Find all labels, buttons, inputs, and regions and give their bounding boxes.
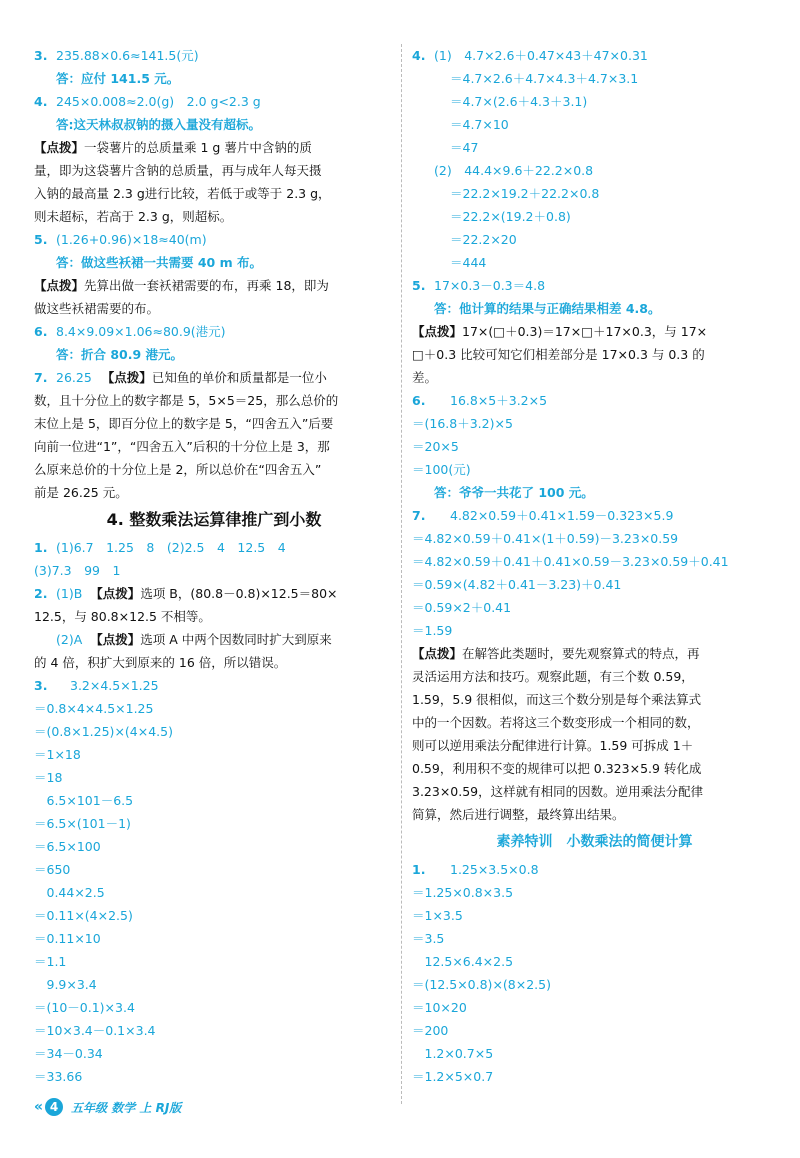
formula-line: [412, 435, 777, 458]
tip-text: 前是 26.25 元。: [34, 485, 128, 500]
formula-text: ＝18: [34, 770, 63, 785]
tip-label: 【点拨】: [101, 370, 152, 385]
formula-text: ＝0.11×10: [34, 931, 101, 946]
formula-line: [34, 904, 394, 927]
tip-text: 则未超标，若高于 2.3 g，则超标。: [34, 209, 233, 224]
answer: 答：做这些袄裙一共需要 40 m 布。: [56, 255, 262, 270]
tip-line: [412, 803, 777, 826]
tip-text: 1.59，5.9 很相似，而这三个数分别是每个乘法算式: [412, 692, 702, 707]
formula-text: ＝100(元): [412, 462, 471, 477]
formula-line: [412, 1042, 777, 1065]
formula-text: ＝33.66: [34, 1069, 83, 1084]
formula-text: ＝1×3.5: [412, 908, 463, 923]
left-column: [34, 44, 394, 1088]
formula-line: [412, 205, 777, 228]
answer: 答：他计算的结果与正确结果相差 4.8。: [434, 301, 661, 316]
tip-line: [34, 159, 394, 182]
formula-line: [34, 835, 394, 858]
formula-line: [412, 573, 777, 596]
tip-text: 先算出做一套袄裙需要的布，再乘 18，即为: [84, 278, 329, 293]
tip-text: 的 4 倍，积扩大到原来的 16 倍，所以错误。: [34, 655, 287, 670]
question-line: [34, 90, 394, 113]
formula-text: ＝22.2×19.2＋22.2×0.8: [450, 186, 600, 201]
formula-text: 12.5×6.4×2.5: [412, 954, 514, 969]
tip-text: 量，即为这袋薯片含钠的总质量，再与成年人每天摄: [34, 163, 322, 178]
tip-text: 3.23×0.59，这样就有相同的因数。逆用乘法分配律: [412, 784, 704, 799]
formula-line: [412, 67, 777, 90]
formula-line: [412, 950, 777, 973]
formula-line: [412, 927, 777, 950]
answer-option: (1)B: [56, 586, 83, 601]
formula-line: [34, 996, 394, 1019]
formula-line: [412, 881, 777, 904]
formula-text: (1) 4.7×2.6＋0.47×43＋47×0.31: [434, 48, 648, 63]
tip-line: [412, 757, 777, 780]
question-line: [34, 320, 394, 343]
formula-text: ＝20×5: [412, 439, 459, 454]
tip-line: [34, 366, 394, 389]
formula-text: ＝22.2×20: [450, 232, 517, 247]
question-line: [34, 228, 394, 251]
tip-line: [412, 734, 777, 757]
tip-text: 一袋薯片的总质量乘 1 g 薯片中含钠的质: [84, 140, 312, 155]
formula-line: [34, 927, 394, 950]
formula-text: ＝4.82×0.59＋0.41＋0.41×0.59－3.23×0.59＋0.41: [412, 554, 729, 569]
formula-text: ＝0.59×2＋0.41: [412, 600, 512, 615]
tip-text: 么原来总价的十分位上是 2，所以总价在“四舍五入”: [34, 462, 322, 477]
tip-line: [34, 389, 394, 412]
formula-line: [34, 536, 394, 559]
formula-text: ＝10×3.4－0.1×3.4: [34, 1023, 156, 1038]
tip-line: [34, 651, 394, 674]
tip-text: 12.5，与 80.8×12.5 不相等。: [34, 609, 211, 624]
answer-option: (2)A: [56, 632, 83, 647]
section-title: 素养特训 小数乘法的简便计算: [496, 834, 693, 850]
formula-line: [412, 1065, 777, 1088]
chevron-left-icon: «: [34, 1099, 44, 1115]
tip-line: [412, 320, 777, 343]
formula-line: [412, 113, 777, 136]
formula-text: ＝200: [412, 1023, 449, 1038]
tip-text: 已知鱼的单价和质量都是一位小: [151, 370, 327, 385]
formula-text: 0.44×2.5: [34, 885, 105, 900]
formula-line: [412, 1019, 777, 1042]
formula-text: ＝0.59×(4.82＋0.41－3.23)＋0.41: [412, 577, 622, 592]
tip-line: [412, 688, 777, 711]
formula-text: ＝4.7×10: [450, 117, 509, 132]
formula-line: [34, 973, 394, 996]
tip-line: [412, 366, 777, 389]
formula-text: ＝(12.5×0.8)×(8×2.5): [412, 977, 551, 992]
formula-line: [34, 1042, 394, 1065]
formula-line: [34, 881, 394, 904]
question-content: 17×0.3－0.3＝4.8: [434, 278, 546, 293]
formula-text: ＝3.5: [412, 931, 445, 946]
formula-line: [412, 550, 777, 573]
tip-label: 【点拨】: [90, 632, 141, 647]
formula-line: [34, 858, 394, 881]
question-number: 6.: [412, 393, 426, 408]
formula-line: [412, 858, 777, 881]
formula-text: ＝(10－0.1)×3.4: [34, 1000, 135, 1015]
formula-text: ＝1.25×0.8×3.5: [412, 885, 514, 900]
formula-text: (3)7.3 99 1: [34, 563, 121, 578]
column-divider: [401, 44, 402, 1104]
formula-text: ＝0.11×(4×2.5): [34, 908, 133, 923]
formula-text: ＝6.5×100: [34, 839, 101, 854]
formula-text: ＝4.7×(2.6＋4.3＋3.1): [450, 94, 588, 109]
formula-text: 4.82×0.59＋0.41×1.59－0.323×5.9: [450, 508, 674, 523]
question-number: 5.: [34, 232, 48, 247]
formula-text: ＝444: [450, 255, 487, 270]
tip-text: 0.59，利用积不变的规律可以把 0.323×5.9 转化成: [412, 761, 702, 776]
formula-line: [412, 412, 777, 435]
page-number: 4: [45, 1098, 63, 1116]
formula-text: 6.5×101－6.5: [34, 793, 134, 808]
question-number: 6.: [34, 324, 48, 339]
section-title: 4. 整数乘法运算律推广到小数: [106, 510, 322, 529]
formula-text: ＝6.5×(101－1): [34, 816, 131, 831]
formula-line: [34, 720, 394, 743]
tip-text: 简算，然后进行调整，最终算出结果。: [412, 807, 625, 822]
tip-text: 末位上是 5，即百分位上的数字是 5，“四舍五入”后要: [34, 416, 334, 431]
book-brand: 五年级 数学 上 RJ版: [71, 1100, 182, 1115]
formula-line: [34, 697, 394, 720]
formula-line: [412, 136, 777, 159]
formula-text: ＝650: [34, 862, 71, 877]
formula-text: 1.25×3.5×0.8: [450, 862, 539, 877]
formula-line: [34, 789, 394, 812]
formula-line: [412, 182, 777, 205]
question-number: 1.: [34, 540, 48, 555]
formula-line: [412, 619, 777, 642]
answer: 答：应付 141.5 元。: [56, 71, 180, 86]
tip-label: 【点拨】: [34, 140, 85, 155]
tip-line: [34, 182, 394, 205]
answer: 答：爷爷一共花了 100 元。: [434, 485, 594, 500]
tip-text: 则可以逆用乘法分配律进行计算。1.59 可拆成 1＋: [412, 738, 694, 753]
question-number: 7.: [34, 370, 48, 385]
formula-text: ＝34－0.34: [34, 1046, 103, 1061]
tip-text: □＋0.3 比较可知它们相差部分是 17×0.3 与 0.3 的: [412, 347, 705, 362]
formula-line: [34, 1065, 394, 1088]
tip-line: [34, 628, 394, 651]
tip-label: 【点拨】: [90, 586, 141, 601]
question-number: 3.: [34, 678, 48, 693]
question-number: 5.: [412, 278, 426, 293]
tip-line: [412, 343, 777, 366]
tip-line: [412, 711, 777, 734]
question-number: 1.: [412, 862, 426, 877]
question-content: 8.4×9.09×1.06≈80.9(港元): [56, 324, 226, 339]
tip-text: 做这些袄裙需要的布。: [34, 301, 160, 316]
tip-line: [412, 665, 777, 688]
tip-line: [34, 412, 394, 435]
formula-text: ＝47: [450, 140, 479, 155]
formula-text: 16.8×5＋3.2×5: [450, 393, 548, 408]
tip-label: 【点拨】: [412, 646, 463, 661]
tip-text: 差。: [412, 370, 438, 385]
formula-line: [412, 904, 777, 927]
tip-text: 17×(□＋0.3)＝17×□＋17×0.3，与 17×: [462, 324, 708, 339]
formula-line: [412, 996, 777, 1019]
formula-line: [412, 159, 777, 182]
tip-text: 入钠的最高量 2.3 g进行比较，若低于或等于 2.3 g，: [34, 186, 331, 201]
tip-line: [34, 435, 394, 458]
question-number: 2.: [34, 586, 48, 601]
formula-text: (2) 44.4×9.6＋22.2×0.8: [434, 163, 594, 178]
formula-line: [412, 389, 777, 412]
formula-line: [412, 44, 777, 67]
question-number: 7.: [412, 508, 426, 523]
question-content: 235.88×0.6≈141.5(元): [56, 48, 199, 63]
tip-line: [34, 582, 394, 605]
formula-text: ＝(16.8＋3.2)×5: [412, 416, 513, 431]
answer: 答:这天林叔叔钠的摄入量没有超标。: [56, 117, 261, 132]
formula-text: ＝1.59: [412, 623, 453, 638]
question-content: (1.26+0.96)×18≈40(m): [56, 232, 207, 247]
tip-label: 【点拨】: [34, 278, 85, 293]
formula-line: [412, 527, 777, 550]
formula-text: ＝1.1: [34, 954, 67, 969]
tip-line: [412, 780, 777, 803]
answer-value: 26.25: [56, 370, 92, 385]
question-number: 4.: [412, 48, 426, 63]
tip-line: [34, 136, 394, 159]
formula-line: [34, 559, 394, 582]
formula-line: [412, 228, 777, 251]
tip-text: 灵活运用方法和技巧。观察此题，有三个数 0.59，: [412, 669, 694, 684]
formula-text: ＝10×20: [412, 1000, 467, 1015]
tip-line: [34, 481, 394, 504]
formula-text: ＝22.2×(19.2＋0.8): [450, 209, 571, 224]
question-line: [412, 274, 777, 297]
tip-line: [412, 642, 777, 665]
formula-line: [34, 766, 394, 789]
formula-text: ＝1×18: [34, 747, 81, 762]
tip-text: 选项 A 中两个因数同时扩大到原来: [140, 632, 332, 647]
right-column: [412, 44, 777, 1088]
question-number: 4.: [34, 94, 48, 109]
formula-line: [34, 1019, 394, 1042]
formula-line: [412, 251, 777, 274]
answer: 答：折合 80.9 港元。: [56, 347, 184, 362]
formula-text: 9.9×3.4: [34, 977, 97, 992]
formula-line: [412, 596, 777, 619]
formula-text: ＝1.2×5×0.7: [412, 1069, 494, 1084]
page-footer: [34, 1098, 181, 1116]
tip-text: 数，且十分位上的数字都是 5，5×5＝25，那么总价的: [34, 393, 339, 408]
formula-line: [34, 950, 394, 973]
formula-line: [34, 812, 394, 835]
formula-text: ＝(0.8×1.25)×(4×4.5): [34, 724, 173, 739]
formula-line: [34, 674, 394, 697]
formula-text: (1)6.7 1.25 8 (2)2.5 4 12.5 4: [56, 540, 286, 555]
formula-line: [34, 743, 394, 766]
tip-text: 中的一个因数。若将这三个数变形成一个相同的数，: [412, 715, 700, 730]
question-line: [34, 44, 394, 67]
tip-text: 选项 B，(80.8－0.8)×12.5＝80×: [140, 586, 338, 601]
formula-line: [412, 90, 777, 113]
formula-text: ＝4.7×2.6＋4.7×4.3＋4.7×3.1: [450, 71, 639, 86]
formula-text: 1.2×0.7×5: [412, 1046, 494, 1061]
question-number: 3.: [34, 48, 48, 63]
tip-line: [34, 297, 394, 320]
tip-line: [34, 274, 394, 297]
tip-text: 向前一位进“1”，“四舍五入”后积的十分位上是 3，那: [34, 439, 330, 454]
tip-text: 在解答此类题时，要先观察算式的特点，再: [462, 646, 700, 661]
formula-text: ＝0.8×4×4.5×1.25: [34, 701, 154, 716]
question-content: 245×0.008≈2.0(g) 2.0 g<2.3 g: [56, 94, 261, 109]
formula-line: [412, 458, 777, 481]
formula-line: [412, 973, 777, 996]
tip-line: [34, 458, 394, 481]
formula-text: 3.2×4.5×1.25: [70, 678, 159, 693]
tip-label: 【点拨】: [412, 324, 463, 339]
tip-line: [34, 605, 394, 628]
formula-text: ＝4.82×0.59＋0.41×(1＋0.59)－3.23×0.59: [412, 531, 679, 546]
formula-line: [412, 504, 777, 527]
tip-line: [34, 205, 394, 228]
